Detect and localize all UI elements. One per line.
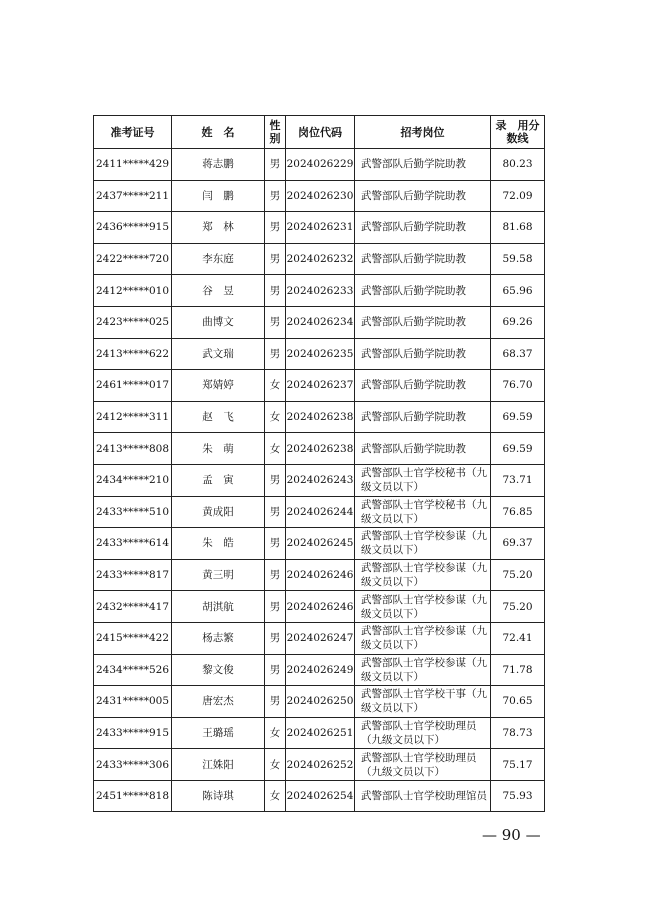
cell-post-code: 2024026247	[286, 622, 355, 654]
table-header-row	[94, 116, 545, 149]
cell-gender: 女	[265, 370, 286, 402]
cell-gender: 男	[265, 559, 286, 591]
cell-position: 武警部队后勤学院助教	[355, 433, 491, 465]
cell-name: 陈诗琪	[172, 780, 265, 812]
cell-name: 李东庭	[172, 243, 265, 275]
cell-exam-id: 2431*****005	[94, 686, 172, 718]
table-row	[94, 338, 545, 370]
header-position: 招考岗位	[355, 116, 491, 149]
cell-exam-id: 2434*****526	[94, 654, 172, 686]
cell-post-code: 2024026244	[286, 496, 355, 528]
cell-exam-id: 2412*****311	[94, 401, 172, 433]
cell-position: 武警部队士官学校助理馆员	[355, 780, 491, 812]
cell-score: 72.09	[491, 180, 545, 212]
cell-exam-id: 2433*****614	[94, 528, 172, 560]
cell-post-code: 2024026246	[286, 559, 355, 591]
cell-gender: 男	[265, 686, 286, 718]
cell-gender: 男	[265, 243, 286, 275]
cell-exam-id: 2432*****417	[94, 591, 172, 623]
cell-post-code: 2024026251	[286, 717, 355, 749]
cell-exam-id: 2423*****025	[94, 306, 172, 338]
cell-post-code: 2024026235	[286, 338, 355, 370]
table-row	[94, 433, 545, 465]
cell-post-code: 2024026254	[286, 780, 355, 812]
table-row	[94, 243, 545, 275]
cell-post-code: 2024026249	[286, 654, 355, 686]
cell-score: 69.59	[491, 433, 545, 465]
cell-name: 武文瑞	[172, 338, 265, 370]
cell-name: 黄三明	[172, 559, 265, 591]
cell-position: 武警部队士官学校参谋（九级文员以下）	[355, 622, 491, 654]
cell-name: 杨志繁	[172, 622, 265, 654]
cell-score: 80.23	[491, 149, 545, 181]
cell-position: 武警部队士官学校秘书（九级文员以下）	[355, 496, 491, 528]
table-body	[94, 149, 545, 812]
cell-position: 武警部队后勤学院助教	[355, 401, 491, 433]
cell-name: 郑婧婷	[172, 370, 265, 402]
cell-exam-id: 2451*****818	[94, 780, 172, 812]
cell-gender: 男	[265, 338, 286, 370]
cell-name: 朱 皓	[172, 528, 265, 560]
cell-name: 闫 鹏	[172, 180, 265, 212]
cell-gender: 男	[265, 622, 286, 654]
cell-position: 武警部队后勤学院助教	[355, 370, 491, 402]
admission-score-table	[93, 115, 545, 812]
cell-position: 武警部队士官学校干事（九级文员以下）	[355, 686, 491, 718]
header-score: 录 用分数线	[491, 116, 545, 149]
cell-score: 78.73	[491, 717, 545, 749]
cell-position: 武警部队士官学校助理员（九级文员以下）	[355, 749, 491, 781]
cell-score: 75.20	[491, 559, 545, 591]
cell-score: 69.59	[491, 401, 545, 433]
cell-gender: 男	[265, 180, 286, 212]
cell-position: 武警部队士官学校秘书（九级文员以下）	[355, 464, 491, 496]
cell-name: 黎文俊	[172, 654, 265, 686]
cell-score: 76.85	[491, 496, 545, 528]
cell-gender: 女	[265, 749, 286, 781]
cell-score: 59.58	[491, 243, 545, 275]
cell-name: 黄成阳	[172, 496, 265, 528]
cell-name: 孟 寅	[172, 464, 265, 496]
cell-exam-id: 2413*****808	[94, 433, 172, 465]
cell-gender: 女	[265, 717, 286, 749]
table-row	[94, 654, 545, 686]
cell-position: 武警部队士官学校参谋（九级文员以下）	[355, 528, 491, 560]
cell-name: 郑 林	[172, 212, 265, 244]
cell-score: 71.78	[491, 654, 545, 686]
cell-gender: 男	[265, 528, 286, 560]
cell-exam-id: 2436*****915	[94, 212, 172, 244]
cell-exam-id: 2415*****422	[94, 622, 172, 654]
cell-gender: 女	[265, 433, 286, 465]
cell-position: 武警部队士官学校助理员（九级文员以下）	[355, 717, 491, 749]
cell-position: 武警部队后勤学院助教	[355, 180, 491, 212]
table-row	[94, 749, 545, 781]
table-row	[94, 401, 545, 433]
cell-post-code: 2024026237	[286, 370, 355, 402]
cell-name: 曲博文	[172, 306, 265, 338]
cell-name: 胡淇航	[172, 591, 265, 623]
header-exam-id: 准考证号	[94, 116, 172, 149]
cell-name: 朱 萌	[172, 433, 265, 465]
cell-exam-id: 2433*****510	[94, 496, 172, 528]
table-row	[94, 717, 545, 749]
table-row	[94, 496, 545, 528]
cell-gender: 男	[265, 275, 286, 307]
cell-post-code: 2024026243	[286, 464, 355, 496]
cell-exam-id: 2437*****211	[94, 180, 172, 212]
table-row	[94, 559, 545, 591]
cell-exam-id: 2433*****915	[94, 717, 172, 749]
cell-position: 武警部队后勤学院助教	[355, 243, 491, 275]
cell-exam-id: 2422*****720	[94, 243, 172, 275]
cell-name: 江姝阳	[172, 749, 265, 781]
cell-score: 81.68	[491, 212, 545, 244]
table-row	[94, 464, 545, 496]
table-row	[94, 780, 545, 812]
cell-post-code: 2024026229	[286, 149, 355, 181]
cell-position: 武警部队后勤学院助教	[355, 275, 491, 307]
cell-exam-id: 2434*****210	[94, 464, 172, 496]
cell-post-code: 2024026238	[286, 401, 355, 433]
cell-name: 谷 昱	[172, 275, 265, 307]
cell-position: 武警部队士官学校参谋（九级文员以下）	[355, 559, 491, 591]
cell-post-code: 2024026233	[286, 275, 355, 307]
cell-gender: 男	[265, 464, 286, 496]
cell-score: 70.65	[491, 686, 545, 718]
cell-gender: 男	[265, 212, 286, 244]
cell-score: 68.37	[491, 338, 545, 370]
cell-exam-id: 2433*****306	[94, 749, 172, 781]
table-row	[94, 591, 545, 623]
table-row	[94, 622, 545, 654]
cell-gender: 男	[265, 149, 286, 181]
cell-score: 69.37	[491, 528, 545, 560]
cell-position: 武警部队后勤学院助教	[355, 149, 491, 181]
table-row	[94, 275, 545, 307]
cell-exam-id: 2411*****429	[94, 149, 172, 181]
cell-exam-id: 2433*****817	[94, 559, 172, 591]
cell-gender: 男	[265, 591, 286, 623]
cell-name: 蒋志鹏	[172, 149, 265, 181]
cell-score: 76.70	[491, 370, 545, 402]
cell-post-code: 2024026252	[286, 749, 355, 781]
table-row	[94, 212, 545, 244]
cell-post-code: 2024026238	[286, 433, 355, 465]
cell-post-code: 2024026246	[286, 591, 355, 623]
cell-gender: 男	[265, 654, 286, 686]
cell-position: 武警部队后勤学院助教	[355, 212, 491, 244]
cell-post-code: 2024026234	[286, 306, 355, 338]
cell-name: 赵 飞	[172, 401, 265, 433]
header-name: 姓 名	[172, 116, 265, 149]
cell-post-code: 2024026245	[286, 528, 355, 560]
header-post-code: 岗位代码	[286, 116, 355, 149]
table-row	[94, 370, 545, 402]
cell-score: 72.41	[491, 622, 545, 654]
table-row	[94, 686, 545, 718]
cell-post-code: 2024026250	[286, 686, 355, 718]
table-row	[94, 149, 545, 181]
cell-gender: 女	[265, 780, 286, 812]
cell-score: 75.93	[491, 780, 545, 812]
table-row	[94, 528, 545, 560]
cell-score: 75.17	[491, 749, 545, 781]
cell-score: 65.96	[491, 275, 545, 307]
cell-score: 69.26	[491, 306, 545, 338]
cell-post-code: 2024026231	[286, 212, 355, 244]
cell-exam-id: 2461*****017	[94, 370, 172, 402]
cell-position: 武警部队士官学校参谋（九级文员以下）	[355, 591, 491, 623]
cell-post-code: 2024026232	[286, 243, 355, 275]
cell-exam-id: 2413*****622	[94, 338, 172, 370]
cell-gender: 男	[265, 496, 286, 528]
table-row	[94, 180, 545, 212]
cell-position: 武警部队士官学校参谋（九级文员以下）	[355, 654, 491, 686]
cell-gender: 女	[265, 401, 286, 433]
cell-position: 武警部队后勤学院助教	[355, 338, 491, 370]
cell-exam-id: 2412*****010	[94, 275, 172, 307]
cell-name: 王璐瑶	[172, 717, 265, 749]
table-row	[94, 306, 545, 338]
cell-post-code: 2024026230	[286, 180, 355, 212]
cell-score: 73.71	[491, 464, 545, 496]
cell-position: 武警部队后勤学院助教	[355, 306, 491, 338]
page-number: — 90 —	[482, 826, 541, 844]
cell-name: 唐宏杰	[172, 686, 265, 718]
admission-table-container	[93, 115, 544, 812]
cell-score: 75.20	[491, 591, 545, 623]
header-gender: 性别	[265, 116, 286, 149]
cell-gender: 男	[265, 306, 286, 338]
